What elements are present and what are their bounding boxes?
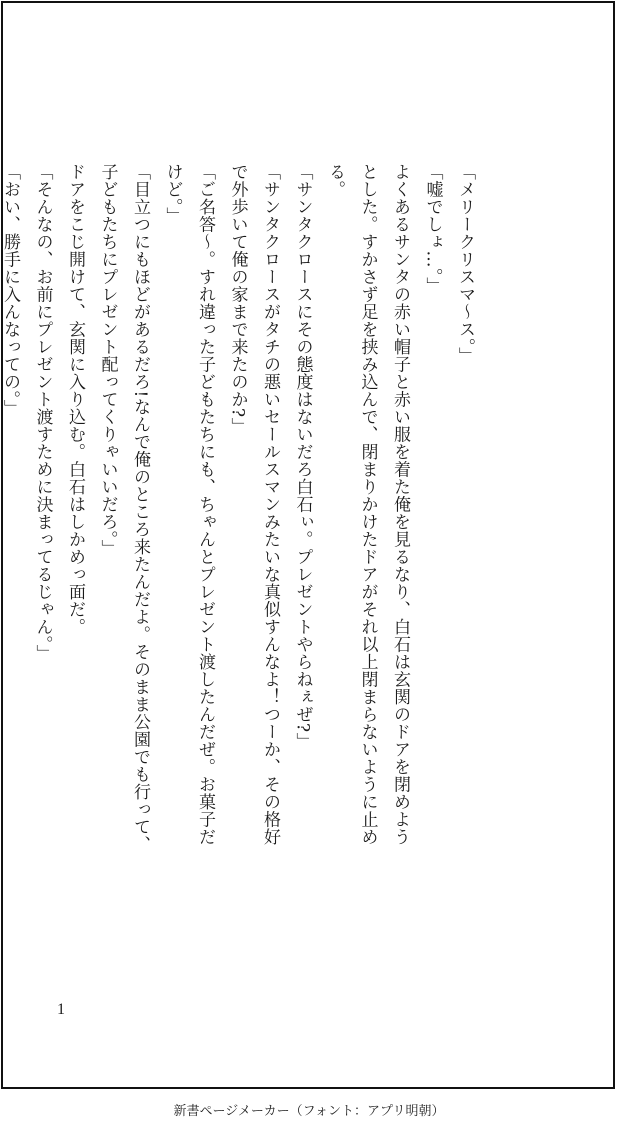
- text-line: よくあるサンタの赤い帽子と赤い服を着た俺を見るなり、白石は玄関のドアを閉めよう: [390, 163, 410, 846]
- text-line: とした。すかさず足を挟み込んで、閉まりかけたドアがそれ以上閉まらないように止め: [357, 163, 378, 846]
- text-line: 「嘘でしょ…。」: [422, 163, 443, 295]
- text-line: ドアをこじ開けて、玄関に入り込む。白石はしかめっ面だ。: [65, 163, 85, 636]
- text-line: 子どもたちにプレゼント配ってくりゃいいだろ。」: [97, 163, 118, 557]
- text-line: 「サンタクロースがタチの悪いセールスマンみたいな真似すんなよ！つーか、その格好: [260, 163, 280, 846]
- text-line: 「サンタクロースにその態度はないだろ白石ぃ。プレゼントやらねぇぜ?」: [292, 163, 313, 751]
- text-line: 「ご名答～。すれ違った子どもたちにも、ちゃんとプレゼント渡したんだぜ。お菓子だ: [195, 163, 215, 846]
- text-line: で外歩いて俺の家まで来たのか?」: [227, 163, 248, 436]
- text-line: 「メリークリスマ～ス。」: [455, 163, 475, 365]
- vertical-text-block: [0, 163, 481, 943]
- text-line: 「そんなの、お前にプレゼント渡すために決まってるじゃん。」: [32, 163, 53, 662]
- footer-caption: 新書ページメーカー（フォント：アプリ明朝）: [173, 1104, 445, 1119]
- page-frame: [1, 1, 615, 1089]
- text-line: けど。」: [162, 163, 183, 225]
- text-line: 「目立つにもほどがあるだろ!なんで俺のところ来たんだよ。そのまま公園でも行って、: [130, 163, 150, 853]
- page-number: 1: [57, 1001, 65, 1018]
- text-line: る。: [325, 163, 345, 198]
- text-line: 「おい、勝手に入んなっての。」: [0, 163, 20, 417]
